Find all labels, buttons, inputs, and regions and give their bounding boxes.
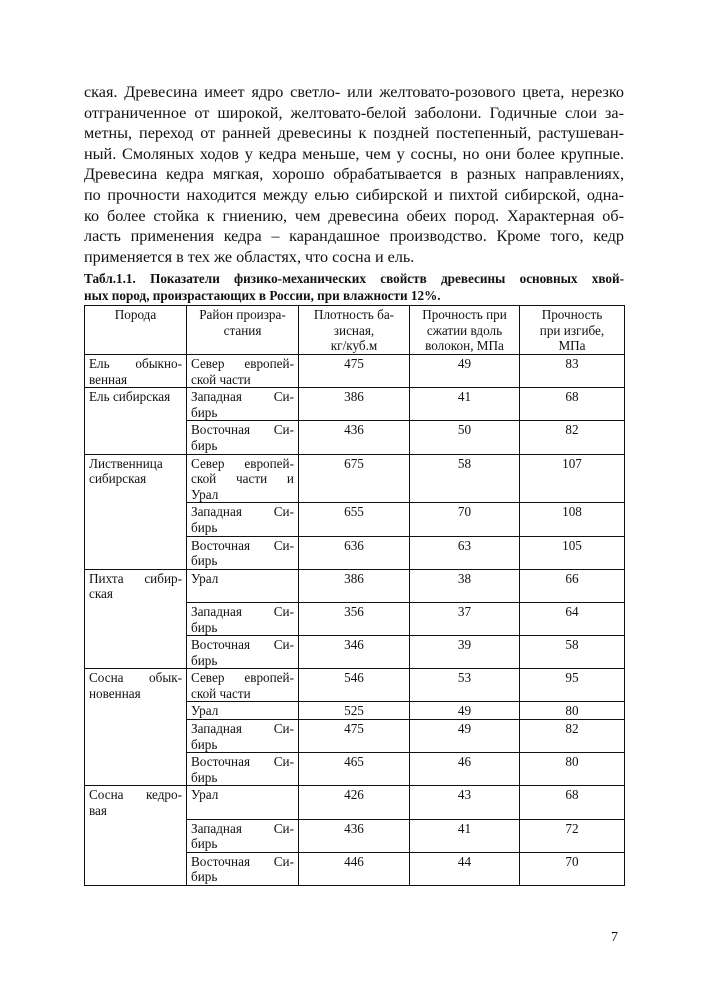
region-cell: Восточная Си- бирь	[187, 536, 299, 569]
compression-cell: 49	[410, 355, 520, 388]
density-cell: 356	[299, 602, 410, 635]
compression-cell: 41	[410, 819, 520, 852]
table-row	[85, 454, 625, 503]
bending-cell: 82	[520, 421, 625, 454]
density-cell: 636	[299, 536, 410, 569]
compression-cell: 44	[410, 852, 520, 885]
table-row	[85, 388, 625, 421]
density-cell: 525	[299, 702, 410, 720]
region-cell: Восточная Си- бирь	[187, 421, 299, 454]
region-cell: Западная Си- бирь	[187, 503, 299, 536]
compression-cell: 43	[410, 786, 520, 819]
compression-cell: 63	[410, 536, 520, 569]
region-cell: Север европей- ской части и Урал	[187, 454, 299, 503]
density-cell: 475	[299, 720, 410, 753]
bending-cell: 107	[520, 454, 625, 503]
density-cell: 546	[299, 669, 410, 702]
table-row	[85, 355, 625, 388]
caption-line: ных пород, произрастающих в России, при влажности 12%.	[84, 287, 441, 303]
region-cell: Западная Си- бирь	[187, 388, 299, 421]
density-cell: 475	[299, 355, 410, 388]
compression-cell: 70	[410, 503, 520, 536]
table-row	[85, 786, 625, 819]
region-cell: Западная Си- бирь	[187, 819, 299, 852]
bending-cell: 68	[520, 388, 625, 421]
region-cell: Урал	[187, 702, 299, 720]
compression-cell: 49	[410, 720, 520, 753]
compression-cell: 58	[410, 454, 520, 503]
page-number: 7	[611, 930, 618, 945]
density-cell: 675	[299, 454, 410, 503]
bending-cell: 72	[520, 819, 625, 852]
header-density: Плотность ба- зисная, кг/куб.м	[299, 306, 410, 355]
species-cell: Ель сибирская	[85, 388, 187, 454]
paragraph-line: ко более стойка к гниению, чем древесина обеих пород. Характерная об-	[84, 206, 624, 225]
density-cell: 436	[299, 819, 410, 852]
header-compression: Прочность при сжатии вдоль волокон, МПа	[410, 306, 520, 355]
bending-cell: 80	[520, 702, 625, 720]
density-cell: 446	[299, 852, 410, 885]
region-cell: Западная Си- бирь	[187, 720, 299, 753]
compression-cell: 49	[410, 702, 520, 720]
region-cell: Север европей- ской части	[187, 669, 299, 702]
bending-cell: 95	[520, 669, 625, 702]
species-cell: Пихта сибир- ская	[85, 569, 187, 669]
density-cell: 386	[299, 388, 410, 421]
region-cell: Западная Си- бирь	[187, 602, 299, 635]
compression-cell: 50	[410, 421, 520, 454]
table-row	[85, 669, 625, 702]
header-species: Порода	[85, 306, 187, 355]
compression-cell: 53	[410, 669, 520, 702]
density-cell: 465	[299, 753, 410, 786]
density-cell: 346	[299, 636, 410, 669]
table-row	[85, 569, 625, 602]
species-cell: Лиственница сибирская	[85, 454, 187, 569]
species-cell: Сосна обык- новенная	[85, 669, 187, 786]
region-cell: Север европей- ской части	[187, 355, 299, 388]
wood-properties-table	[84, 305, 625, 886]
bending-cell: 70	[520, 852, 625, 885]
density-cell: 436	[299, 421, 410, 454]
bending-cell: 64	[520, 602, 625, 635]
density-cell: 386	[299, 569, 410, 602]
body-paragraph	[84, 82, 624, 267]
bending-cell: 108	[520, 503, 625, 536]
density-cell: 426	[299, 786, 410, 819]
region-cell: Урал	[187, 569, 299, 602]
bending-cell: 58	[520, 636, 625, 669]
species-cell: Сосна кедро- вая	[85, 786, 187, 886]
density-cell: 655	[299, 503, 410, 536]
compression-cell: 46	[410, 753, 520, 786]
paragraph-line: ный. Смоляных ходов у кедра меньше, чем у сосны, но они более крупные.	[84, 144, 624, 163]
paragraph-line: отграниченное от широкой, желтовато-белой заболони. Годичные слои за-	[84, 103, 624, 122]
region-cell: Урал	[187, 786, 299, 819]
bending-cell: 82	[520, 720, 625, 753]
paragraph-line: метны, переход от ранней древесины к поздней постепенный, растушеван-	[84, 124, 624, 143]
bending-cell: 83	[520, 355, 625, 388]
bending-cell: 80	[520, 753, 625, 786]
region-cell: Восточная Си- бирь	[187, 753, 299, 786]
paragraph-line: ласть применения кедра – карандашное производство. Кроме того, кедр	[84, 227, 624, 246]
species-cell: Ель обыкно- венная	[85, 355, 187, 388]
bending-cell: 66	[520, 569, 625, 602]
bending-cell: 68	[520, 786, 625, 819]
compression-cell: 39	[410, 636, 520, 669]
region-cell: Восточная Си- бирь	[187, 636, 299, 669]
table-caption	[84, 271, 624, 304]
paragraph-line: ская. Древесина имеет ядро светло- или желтовато-розового цвета, нерезко	[84, 83, 624, 101]
region-cell: Восточная Си- бирь	[187, 852, 299, 885]
compression-cell: 37	[410, 602, 520, 635]
paragraph-line: по прочности находится между елью сибирской и пихтой сибирской, одна-	[84, 185, 624, 204]
header-bending: Прочность при изгибе, МПа	[520, 306, 625, 355]
table-header-row	[85, 306, 625, 355]
bending-cell: 105	[520, 536, 625, 569]
paragraph-line: Древесина кедра мягкая, хорошо обрабатывается в разных направлениях,	[84, 165, 624, 184]
paragraph-line: применяется в тех же областях, что сосна и ель.	[84, 247, 415, 266]
header-region: Район произра- стания	[187, 306, 299, 355]
compression-cell: 38	[410, 569, 520, 602]
caption-line: Табл.1.1. Показатели физико-механических свойств древесины основных хвой-	[84, 271, 624, 286]
compression-cell: 41	[410, 388, 520, 421]
